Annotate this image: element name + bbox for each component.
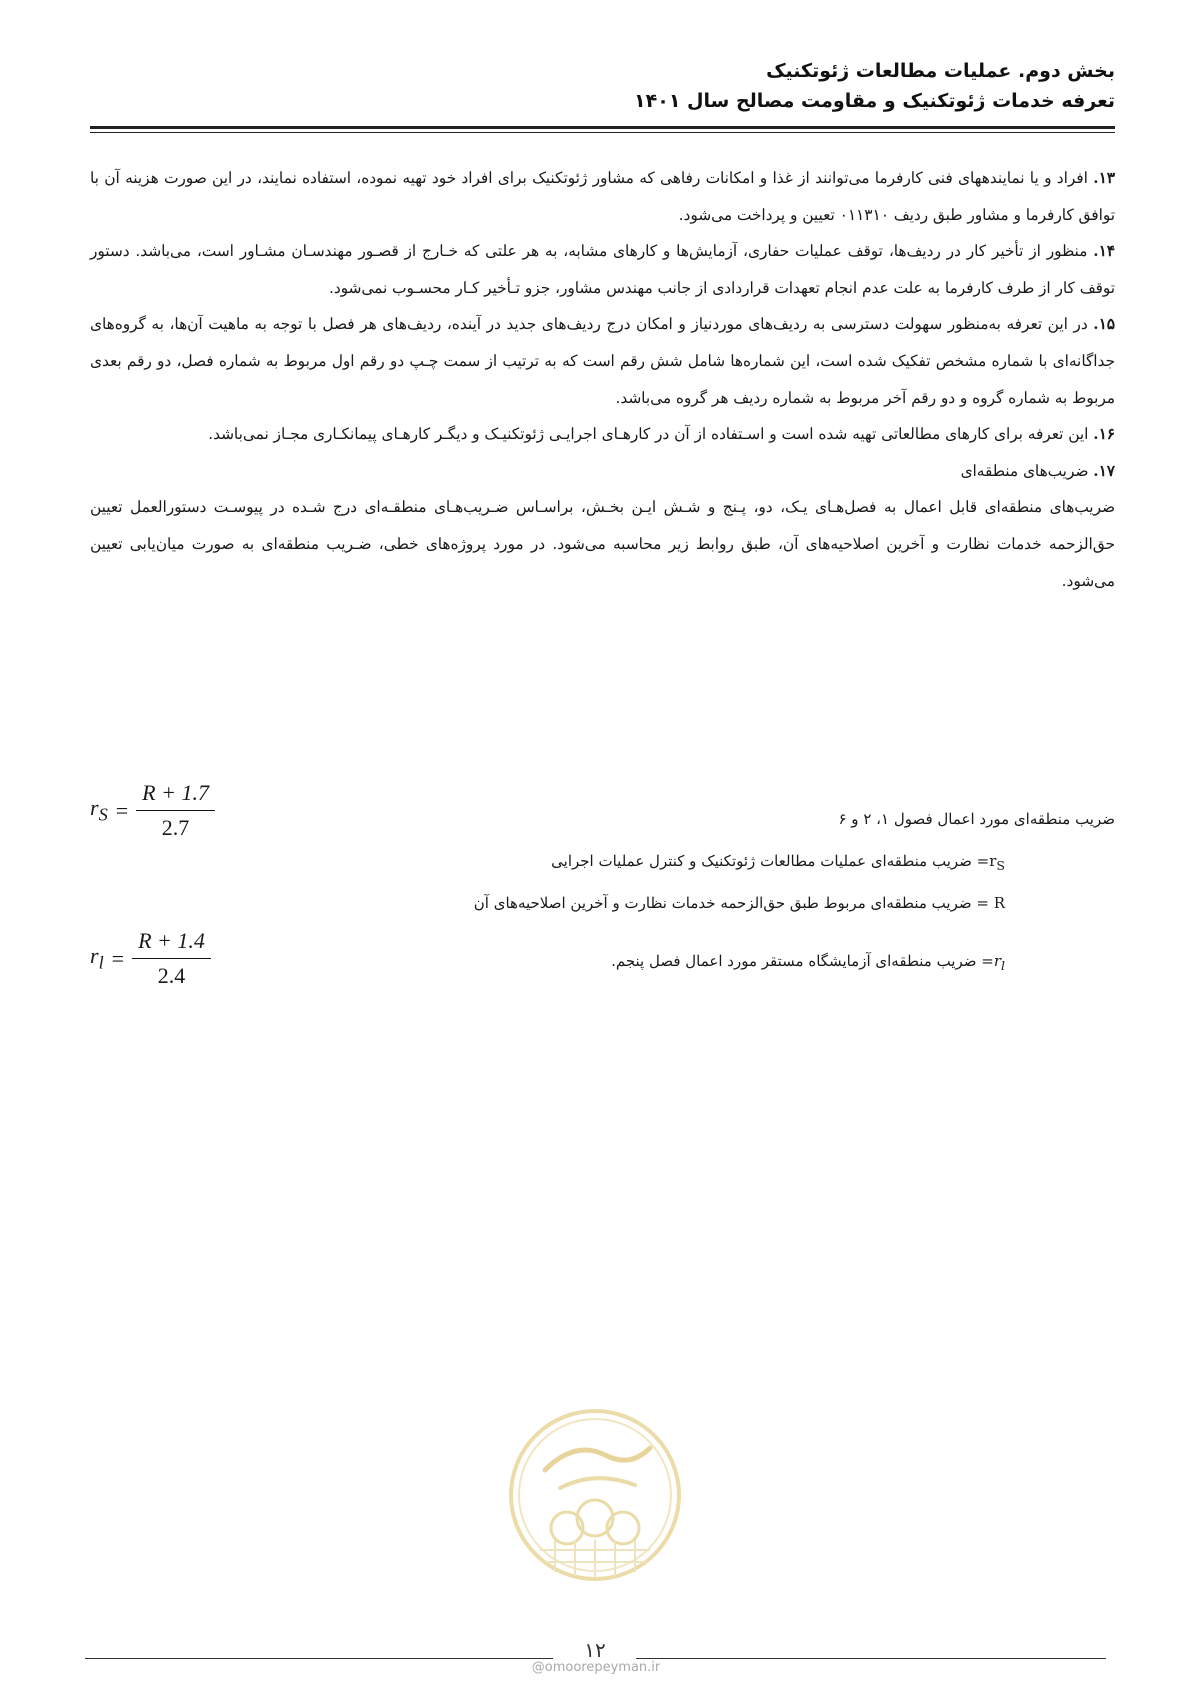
definition-text: = ضریب منطقه‌ای عملیات مطالعات ژئوتکنیک و کنترل عملیات اجرایی bbox=[551, 852, 990, 870]
definition-rs bbox=[551, 852, 1005, 873]
paragraph-text: منظور از تأخیر کار در ردیف‌ها، توقف عملیات حفاری، آزمایش‌ها و کارهای مشابه، به هر علتی که خـارج از قصـور مهندسـان مشـاور است، می‌باشد. دستور توقف کار از طرف کارفرما به علت عدم انجام تعهدات قراردادی از جانب مهندس مشاور، جزو تـأخیر کـار محسـوب نمی‌شود. bbox=[90, 242, 1115, 297]
formula-caption: ضریب منطقه‌ای مورد اعمال فصول ۱، ۲ و ۶ bbox=[838, 810, 1115, 828]
formula-rs bbox=[90, 780, 215, 841]
symbol-r: R bbox=[993, 894, 1005, 912]
symbol-rs: $r_S$ bbox=[989, 852, 1005, 873]
denominator: 2.7 bbox=[161, 815, 190, 840]
paragraph-14 bbox=[90, 233, 1115, 306]
definition-text: = ضریب منطقه‌ای مربوط طبق حق‌الزحمه خدمات نظارت و آخرین اصلاحیه‌های آن bbox=[473, 894, 994, 912]
denominator: 2.4 bbox=[157, 963, 186, 988]
formula-lhs: $r_l$ bbox=[90, 943, 104, 973]
equals-sign: = bbox=[111, 945, 125, 971]
item-number: ۱۴. bbox=[1093, 242, 1115, 261]
equals-sign: = bbox=[115, 797, 129, 823]
item-number: ۱۷. bbox=[1093, 461, 1115, 480]
body-text bbox=[90, 160, 1115, 599]
fraction bbox=[136, 780, 215, 841]
definition-r bbox=[474, 894, 1005, 912]
footer-rule bbox=[636, 1658, 1106, 1659]
document-title: تعرفه خدمات ژئوتکنیک و مقاومت مصالح سال ۱۴۰۱ bbox=[634, 90, 1115, 112]
paragraph-text: ضریب‌های منطقه‌ای bbox=[960, 461, 1094, 480]
paragraph-13 bbox=[90, 160, 1115, 233]
page-number: ۱۲ bbox=[584, 1638, 606, 1662]
paragraph-text: افراد و یا نمایندههای فنی کارفرما می‌توانند از غذا و امکانات رفاهی که مشاور ژئوتکنیک برای افراد خود تهیه نموده، استفاده نمایند، در این صورت هزینه آن با توافق کارفرما و مشاور طبق ردیف ۰۱۱۳۱۰ تعیین و پرداخت می‌شود. bbox=[90, 169, 1115, 224]
item-number: ۱۶. bbox=[1093, 425, 1115, 444]
header-rule bbox=[90, 126, 1115, 133]
definition-rl bbox=[611, 952, 1005, 973]
item-number: ۱۳. bbox=[1093, 169, 1115, 187]
numerator: R + 1.4 bbox=[132, 928, 211, 959]
paragraph-text: این تعرفه برای کارهای مطالعاتی تهیه شده است و اسـتفاده از آن در کارهـای اجرایـی ژئوتکنیـک و دیگـر کارهـای پیمانکـاری مجـاز نمی‌باشد. bbox=[208, 425, 1094, 444]
paragraph-text: ضریب‌های منطقه‌ای قابل اعمال به فصل‌هـای یـک، دو، پـنج و شـش ایـن بخـش، براسـاس ضـریب‌هـای منطقـه‌ای درج شـده در پیوسـت دستورالعمل تعیین حق‌الزحمه خدمات نظارت و آخرین اصلاحیه‌های آن، طبق روابط زیر محاسبه می‌شود. در مورد پروژه‌های خطی، ضـریب منطقه‌ای به صورت میان‌یابی تعیین می‌شود. bbox=[90, 498, 1115, 590]
symbol-rl: $r_l$ bbox=[993, 952, 1005, 973]
formula-area bbox=[90, 780, 1115, 1020]
page-header bbox=[90, 56, 1115, 116]
definition-text: = ضریب منطقه‌ای آزمایشگاه مستقر مورد اعمال فصل پنجم. bbox=[611, 952, 994, 970]
item-number: ۱۵. bbox=[1093, 315, 1115, 334]
seal-icon bbox=[505, 1400, 685, 1590]
section-title: بخش دوم. عملیات مطالعات ژئوتکنیک bbox=[766, 60, 1115, 82]
paragraph-text: در این تعرفه به‌منظور سهولت دسترسی به ردیف‌های موردنیاز و امکان درج ردیف‌های جدید در آینده، ردیف‌های هر فصل با توجه به ماهیت آن‌ها، به گروه‌های جداگانه‌ای با شماره مشخص تفکیک شده است، این شماره‌ها شامل شش رقم است که به ترتیب از سمت چـپ دو رقم اول مربوط به شماره فصل، دو رقم بعدی مربوط به شماره گروه و دو رقم آخر مربوط به شماره ردیف هر گروه می‌باشد. bbox=[90, 315, 1115, 407]
formula-lhs: $r_S$ bbox=[90, 795, 108, 825]
paragraph-regional-factors bbox=[90, 489, 1115, 599]
paragraph-15 bbox=[90, 306, 1115, 416]
paragraph-17 bbox=[90, 453, 1115, 490]
watermark-logo bbox=[505, 1400, 685, 1590]
paragraph-16 bbox=[90, 416, 1115, 453]
footer-website: @omoorepeyman.ir bbox=[531, 1660, 661, 1675]
fraction bbox=[132, 928, 211, 989]
numerator: R + 1.7 bbox=[136, 780, 215, 811]
formula-rl bbox=[90, 928, 211, 989]
footer-rule bbox=[85, 1658, 553, 1659]
